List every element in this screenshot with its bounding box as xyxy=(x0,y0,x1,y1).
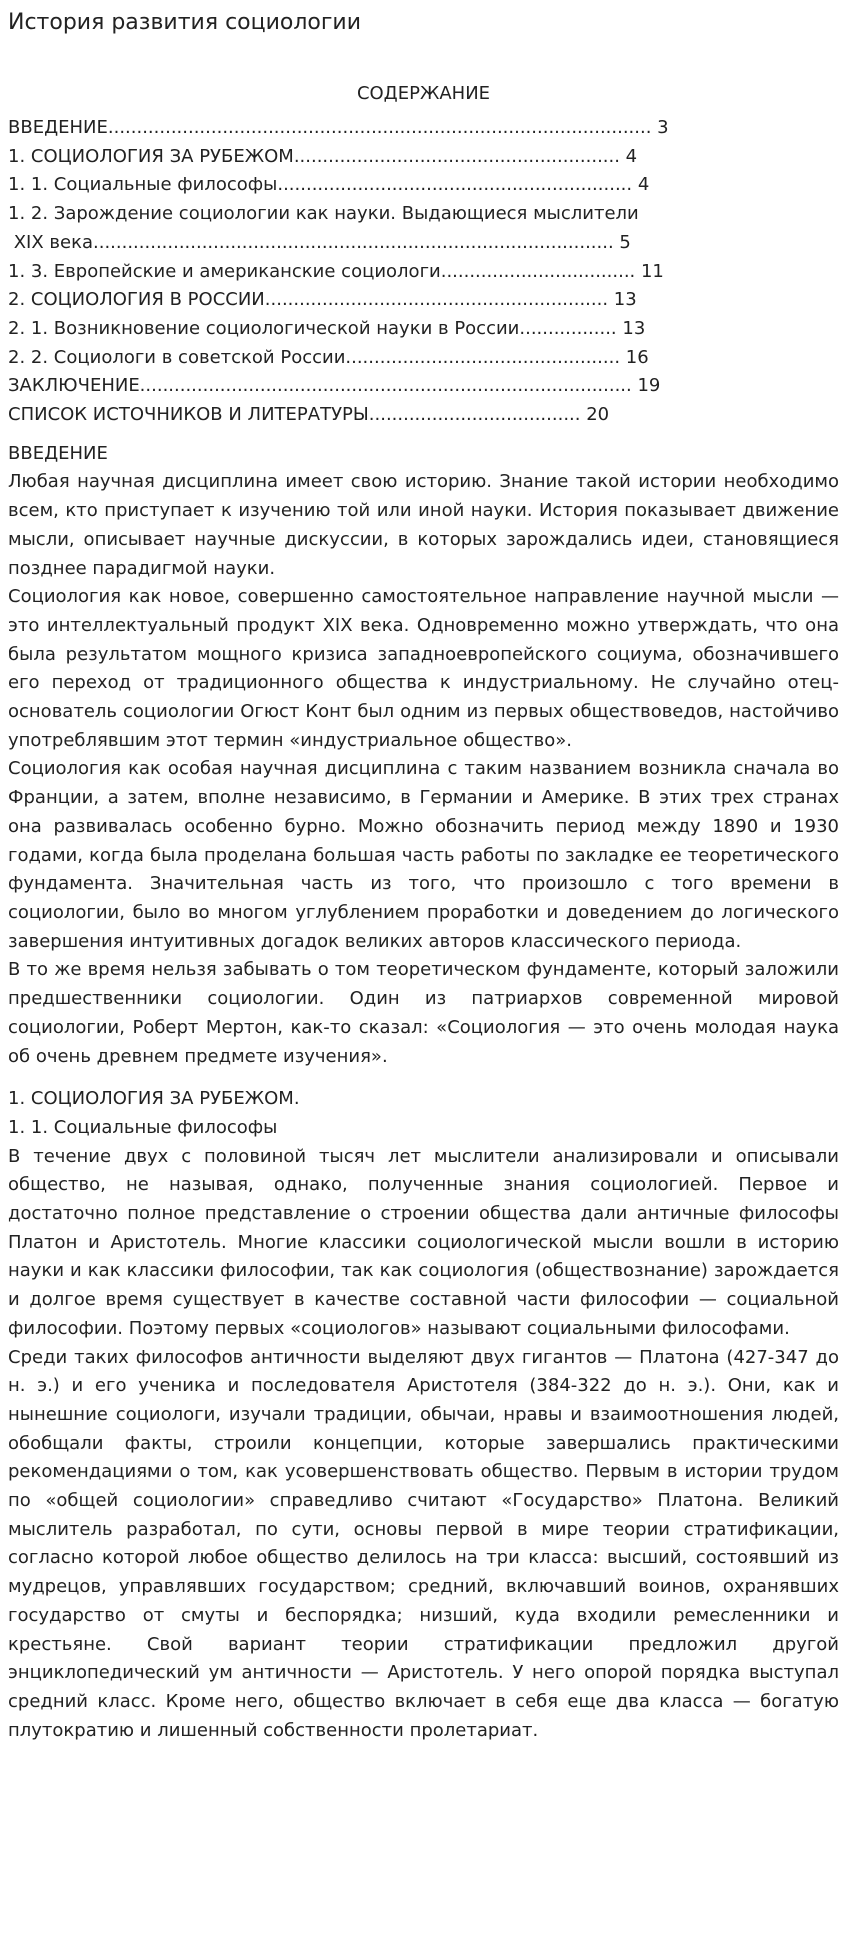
table-of-contents xyxy=(8,114,839,430)
toc-item: 2. СОЦИОЛОГИЯ В РОССИИ............................................................ 13 xyxy=(8,289,637,311)
paragraph: В течение двух с половиной тысяч лет мыслители анализировали и описывали общество, не называя, однако, полученные знания социологией. Первое и достаточно полное представление о строении общества дали античные философы Платон и Аристотель. Многие классики социологической мысли вошли в историю науки и как классики философии, так как социология (обществознание) зарождается и долгое время существует в качестве составной части философии — социальной философии. Поэтому первых «социологов» называют социальными философами. xyxy=(8,1145,839,1339)
toc-item: 1. 2. Зарождение социологии как науки. Выдающиеся мыслители xyxy=(8,203,639,225)
intro-section xyxy=(8,440,839,1071)
paragraph: Среди таких философов античности выделяют двух гигантов — Платона (427-347 до н. э.) и его ученика и последователя Аристотеля (384-322 до н. э.). Они, как и нынешние социологи, изучали традиции, обычаи, нравы и взаимоотношения людей, обобщали факты, строили концепции, которые завершались практическими рекомендациями о том, как усовершенствовать общество. Первым в истории трудом по «общей социологии» справедливо считают «Государство» Платона. Великий мыслитель разработал, по сути, основы первой в мире теории стратификации, согласно которой любое общество делилось на три класса: высший, состоявший из мудрецов, управлявших государством; средний, включавший воинов, охранявших государство от смуты и беспорядка; низший, куда входили ремесленники и крестьяне. Свой вариант теории стратификации предложил другой энциклопедический ум античности — Аристотель. У него опорой порядка выступал средний класс. Кроме него, общество включает в себя еще два класса — богатую плутократию и лишенный собственности пролетариат. xyxy=(8,1346,839,1741)
toc-item: 1. 1. Социальные философы.............................................................. 4 xyxy=(8,174,650,196)
paragraph: Социология как особая научная дисциплина с таким названием возникла сначала во Франции, а затем, вполне независимо, в Германии и Америке. В этих трех странах она развивалась особенно бурно. Можно обозначить период между 1890 и 1930 годами, когда была проделана большая часть работы по закладке ее теоретического фундамента. Значительная часть из того, что произошло с того времени в социологии, было во многом углублением проработки и доведением до логического завершения интуитивных догадок великих авторов классического периода. xyxy=(8,758,839,952)
toc-item: 1. СОЦИОЛОГИЯ ЗА РУБЕЖОМ......................................................... 4 xyxy=(8,145,638,167)
toc-item: 1. 3. Европейские и американские социологи.................................. 11 xyxy=(8,260,664,282)
subsection-heading: 1. 1. Социальные философы xyxy=(8,1116,278,1138)
paragraph: Социология как новое, совершенно самостоятельное направление научной мысли — это интеллектуальный продукт XIX века. Одновременно можно утверждать, что она была результатом мощного кризиса западноевропейского социума, обозначившего его переход от традиционного общества к индустриальному. Не случайно отец-основатель социологии Огюст Конт был одним из первых обществоведов, настойчиво употреблявшим этот термин «индустриальное общество». xyxy=(8,586,839,751)
toc-heading: СОДЕРЖАНИЕ xyxy=(356,83,491,104)
toc-item: XIX века........................................................................................... 5 xyxy=(8,231,631,253)
paragraph: Любая научная дисциплина имеет свою историю. Знание такой истории необходимо всем, кто приступает к изучению той или иной науки. История показывает движение мысли, описывает научные дискуссии, в которых зарождались идеи, становящиеся позднее парадигмой науки. xyxy=(8,471,839,579)
toc-item: ВВЕДЕНИЕ............................................................................................... 3 xyxy=(8,117,669,138)
toc-item: ЗАКЛЮЧЕНИЕ...................................................................................... 19 xyxy=(8,375,661,397)
section-1 xyxy=(8,1085,839,1745)
page-title: История развития социологии xyxy=(8,10,362,35)
toc-item: 2. 1. Возникновение социологической науки в России................. 13 xyxy=(8,317,646,339)
section-heading: 1. СОЦИОЛОГИЯ ЗА РУБЕЖОМ. xyxy=(8,1088,300,1110)
intro-heading: ВВЕДЕНИЕ xyxy=(8,442,108,464)
toc-item: СПИСОК ИСТОЧНИКОВ И ЛИТЕРАТУРЫ..................................... 20 xyxy=(8,404,610,426)
paragraph: В то же время нельзя забывать о том теоретическом фундаменте, который заложили предшественники социологии. Один из патриархов современной мировой социологии, Роберт Мертон, как-то сказал: «Социология — это очень молодая наука об очень древнем предмете изучения». xyxy=(8,959,839,1067)
toc-item: 2. 2. Социологи в советской России................................................ 16 xyxy=(8,346,649,368)
